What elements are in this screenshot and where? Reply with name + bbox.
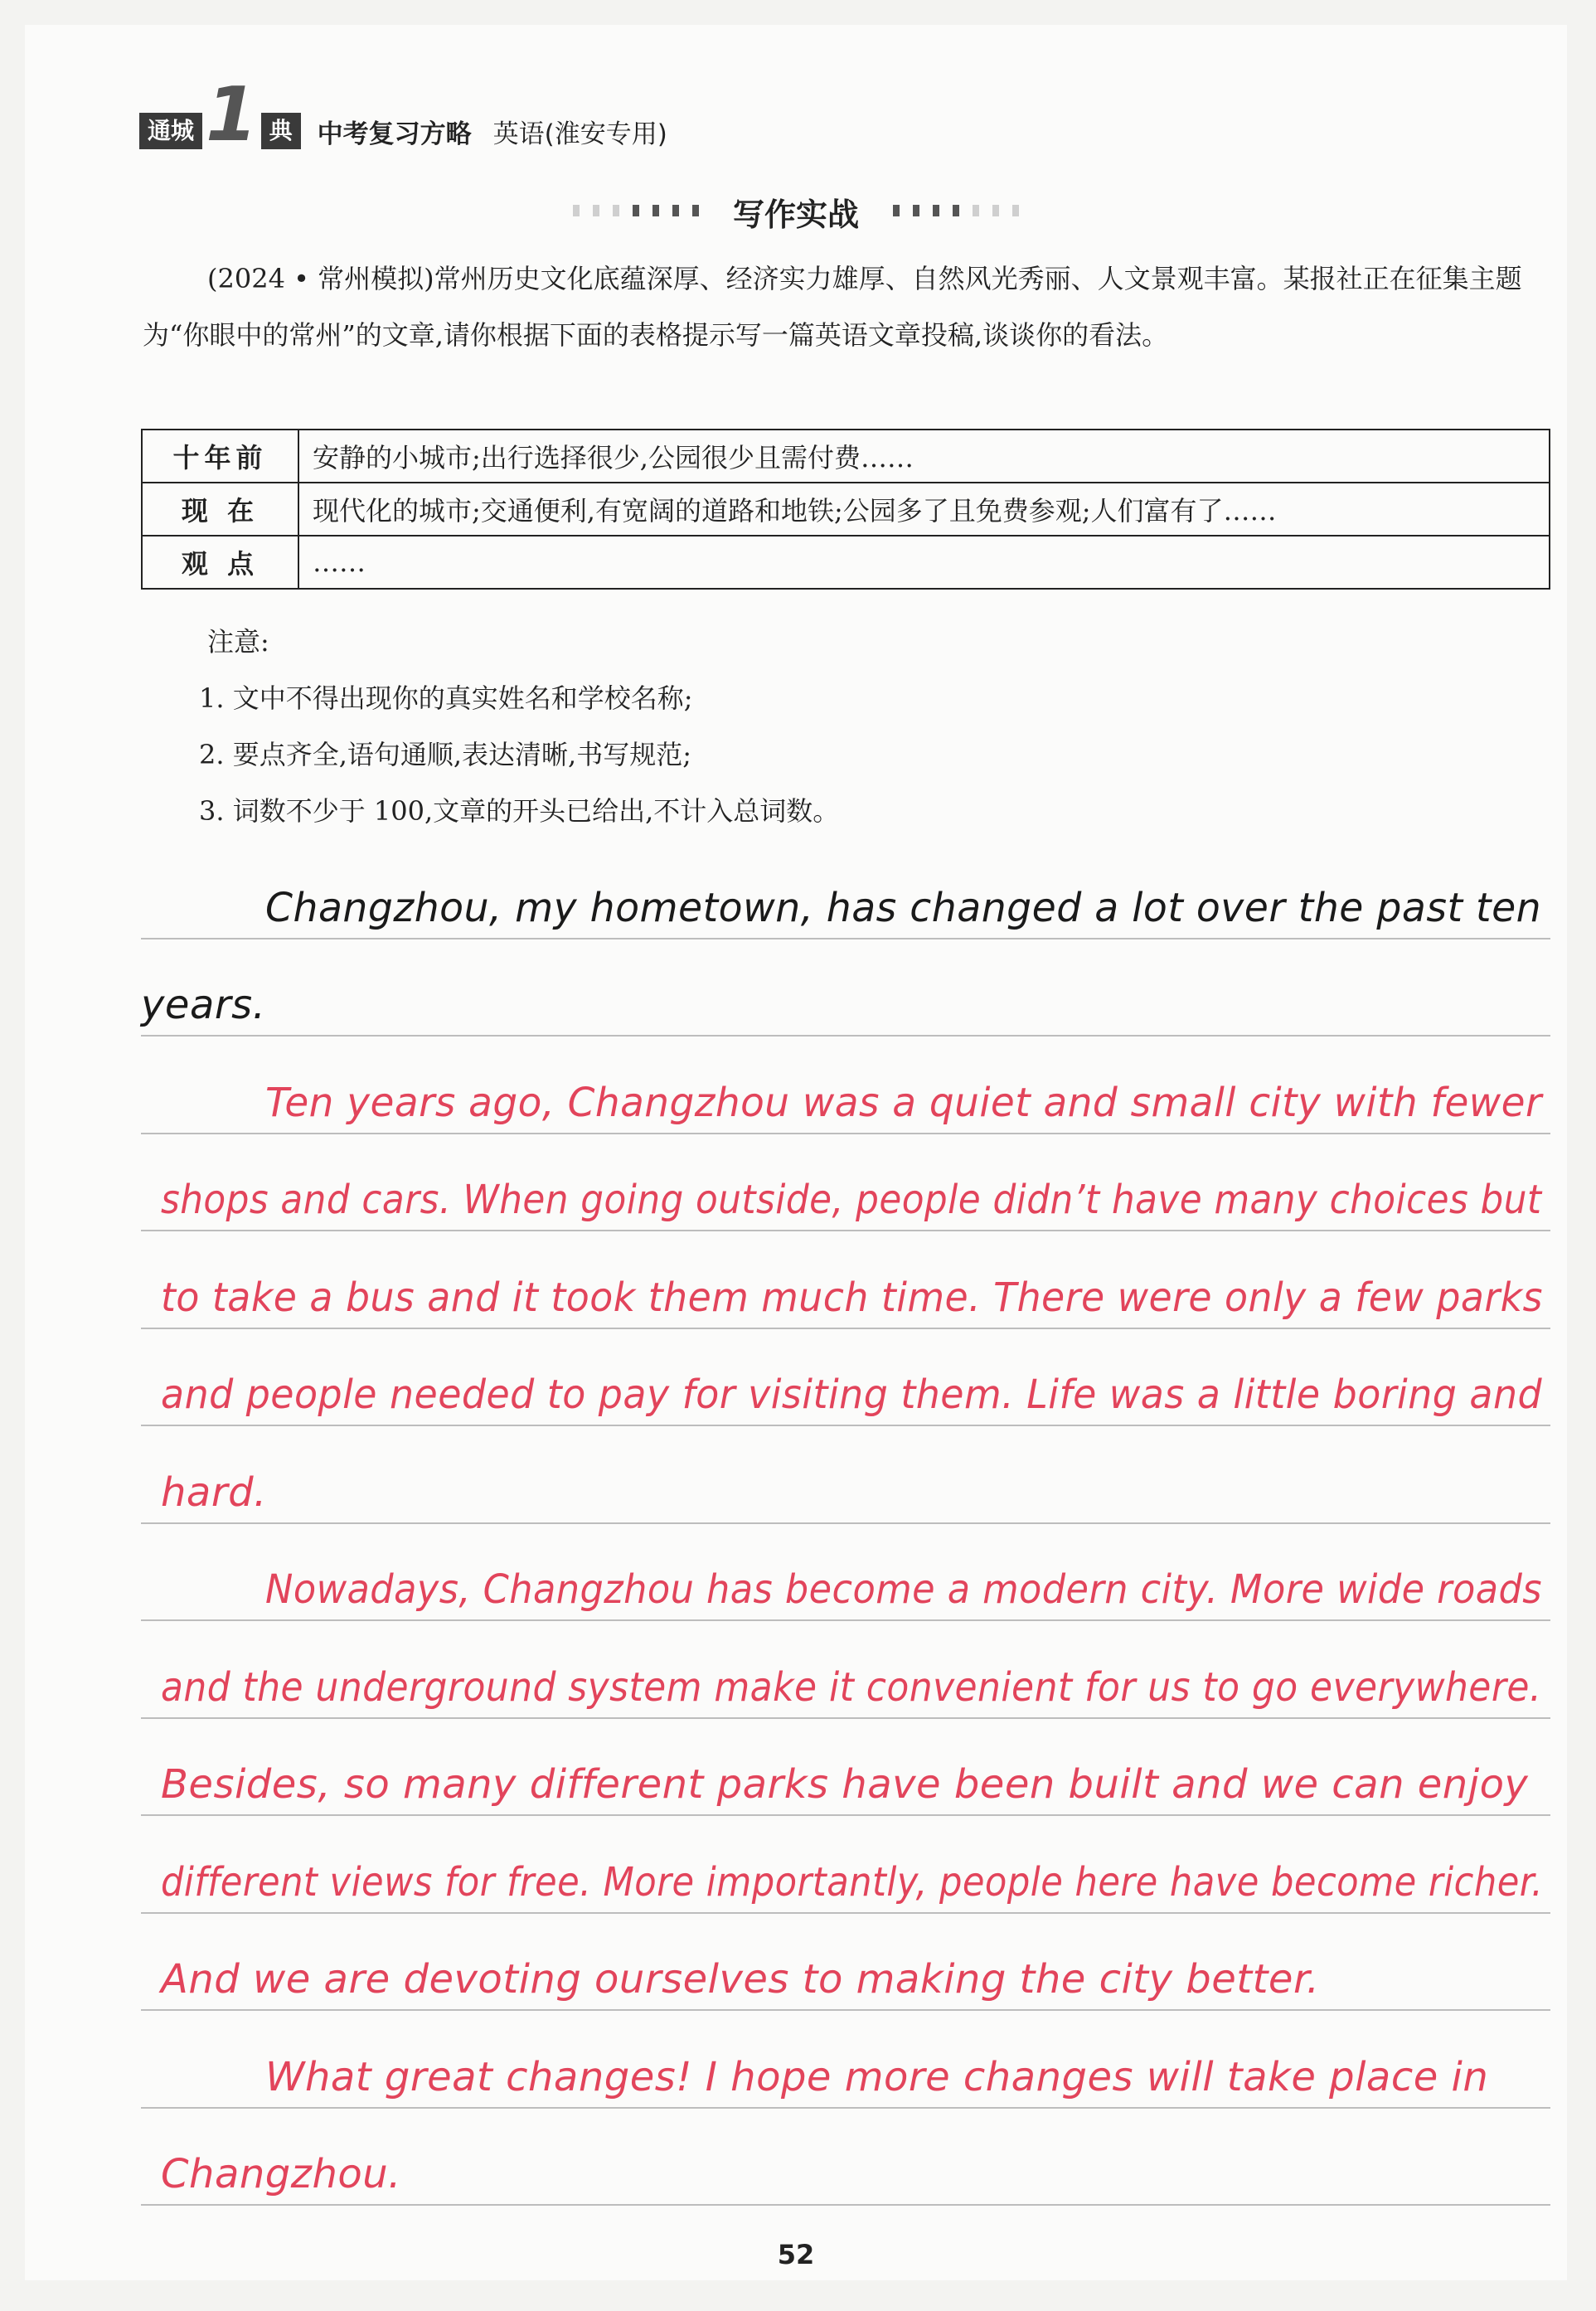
essay-line-text: and the underground system make it convenient for us to go everywhere.	[161, 1663, 1542, 1711]
essay-line-text: Changzhou, my hometown, has changed a lot over the past ten	[265, 884, 1542, 931]
notes-title: 注意:	[207, 626, 269, 658]
title-dots-right	[886, 204, 1026, 220]
table-row-content: 现代化的城市;交通便利,有宽阔的道路和地铁;公园多了且免费参观;人们富有了……	[298, 483, 1550, 536]
book-subtitle: 英语(淮安专用)	[492, 119, 667, 149]
title-dots-left	[566, 204, 706, 220]
brand-logo	[139, 71, 301, 158]
book-title: 中考复习方略	[317, 119, 472, 149]
essay-line-text: Changzhou.	[161, 2151, 401, 2197]
writing-line	[141, 2109, 1550, 2207]
writing-line	[141, 1719, 1550, 1817]
table-row	[142, 430, 1550, 483]
header	[139, 71, 667, 158]
essay-line-text: Nowadays, Changzhou has become a modern city. More wide roads	[265, 1566, 1542, 1613]
writing-line	[141, 939, 1550, 1037]
notes	[199, 614, 840, 839]
table-row	[142, 536, 1550, 589]
essay-line-text: years.	[141, 982, 266, 1028]
essay-line-text: to take a bus and it took them much time. There were only a few parks	[161, 1274, 1543, 1321]
prompt-text: (2024 • 常州模拟)常州历史文化底蕴深厚、经济实力雄厚、自然风光秀丽、人文景观丰富。某报社正在征集主题为“你眼中的常州”的文章,请你根据下面的表格提示写一篇英语文章投稿,谈谈你的看法。	[143, 263, 1522, 351]
table-row-head: 现 在	[142, 483, 298, 536]
table-row-content: ……	[298, 536, 1550, 589]
table-row-head: 十年前	[142, 430, 298, 483]
table-row-head: 观 点	[142, 536, 298, 589]
essay-line-text: and people needed to pay for visiting them. Life was a little boring and	[161, 1372, 1543, 1418]
writing-line	[141, 1231, 1550, 1329]
writing-line	[141, 1621, 1550, 1719]
writing-line	[141, 1426, 1550, 1524]
note-item: 3. 词数不少于 100,文章的开头已给出,不计入总词数。	[199, 795, 840, 827]
essay-line-text: shops and cars. When going outside, people didn’t have many choices but	[161, 1177, 1542, 1223]
writing-line	[141, 1134, 1550, 1232]
writing-line	[141, 2011, 1550, 2109]
essay-line-text: different views for free. More importantly, people here have become richer.	[161, 1858, 1544, 1906]
brand-number: 1	[206, 71, 258, 158]
section-title	[25, 189, 1567, 235]
writing-line	[141, 1816, 1550, 1914]
essay-line-text: And we are devoting ourselves to making the city better.	[161, 1956, 1320, 2003]
hints-table	[141, 429, 1550, 590]
table-row-content: 安静的小城市;出行选择很少,公园很少且需付费……	[298, 430, 1550, 483]
essay-line-text: Besides, so many different parks have been built and we can enjoy	[161, 1761, 1529, 1808]
essay-line-text: What great changes! I hope more changes will take place in	[265, 2053, 1489, 2100]
writing-line	[141, 1037, 1550, 1134]
page	[25, 25, 1567, 2280]
page-number: 52	[777, 2239, 815, 2270]
writing-line	[141, 1524, 1550, 1622]
note-item: 2. 要点齐全,语句通顺,表达清晰,书写规范;	[199, 739, 692, 770]
table-row	[142, 483, 1550, 536]
note-item: 1. 文中不得出现你的真实姓名和学校名称;	[199, 682, 693, 714]
writing-area	[141, 842, 1550, 2206]
brand-right-text: 典	[261, 113, 301, 149]
brand-left-text: 通城	[139, 113, 202, 149]
essay-line-text: hard.	[161, 1469, 267, 1516]
writing-line	[141, 1329, 1550, 1427]
writing-line	[141, 842, 1550, 939]
writing-line	[141, 1914, 1550, 2012]
essay-line-text: Ten years ago, Changzhou was a quiet and small city with fewer	[265, 1079, 1542, 1126]
section-title-label: 写作实战	[732, 197, 859, 233]
